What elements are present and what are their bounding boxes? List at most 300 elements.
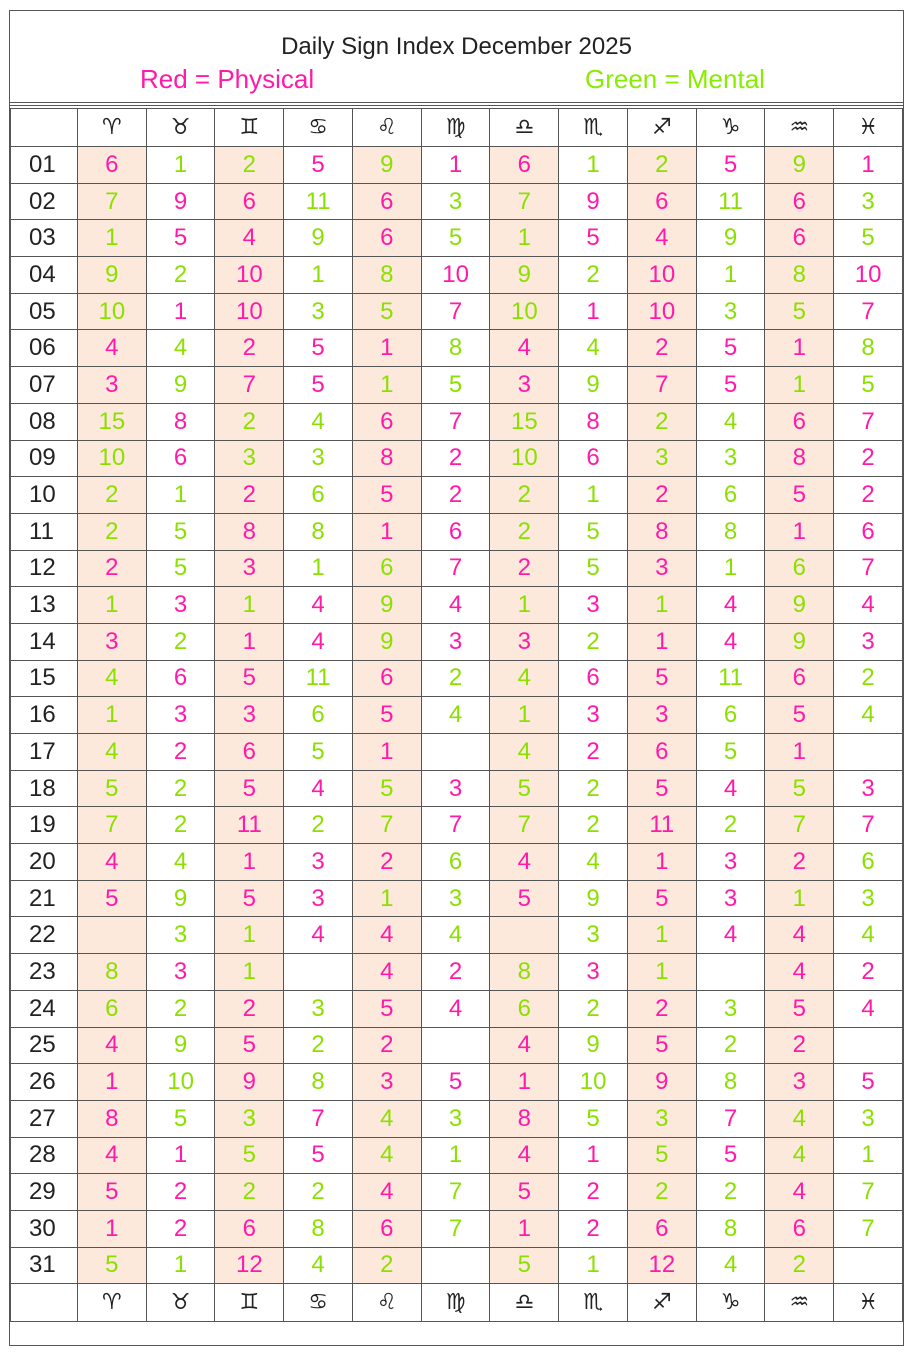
index-cell: 9	[146, 183, 215, 220]
legend-physical: Red = Physical	[140, 64, 315, 94]
index-cell: 8	[490, 954, 559, 991]
day-label: 21	[11, 880, 78, 917]
sign-symbol: ♓	[834, 109, 903, 147]
index-cell: 5	[627, 1027, 696, 1064]
index-cell: 4	[77, 734, 146, 771]
index-cell: 1	[352, 734, 421, 771]
index-cell: 3	[627, 697, 696, 734]
index-cell: 8	[284, 1210, 353, 1247]
index-cell: 3	[559, 917, 628, 954]
index-cell: 4	[627, 220, 696, 257]
index-cell: 1	[559, 293, 628, 330]
index-cell: 6	[490, 990, 559, 1027]
day-label: 13	[11, 587, 78, 624]
index-cell: 2	[627, 1174, 696, 1211]
index-cell: 2	[834, 954, 903, 991]
index-cell: 3	[77, 367, 146, 404]
index-cell: 3	[490, 367, 559, 404]
index-cell: 4	[421, 697, 490, 734]
index-cell: 4	[696, 917, 765, 954]
index-cell: 10	[77, 293, 146, 330]
index-cell: 2	[559, 1174, 628, 1211]
index-cell: 9	[559, 367, 628, 404]
index-cell: 9	[559, 183, 628, 220]
index-cell: 9	[146, 1027, 215, 1064]
index-cell: 1	[77, 697, 146, 734]
index-cell: 4	[284, 403, 353, 440]
index-cell: 7	[834, 807, 903, 844]
index-cell: 9	[490, 257, 559, 294]
index-cell: 1	[765, 880, 834, 917]
table-row	[11, 183, 903, 220]
day-label: 22	[11, 917, 78, 954]
index-cell: 7	[421, 1210, 490, 1247]
index-cell: 9	[352, 587, 421, 624]
index-cell: 2	[559, 1210, 628, 1247]
table-row	[11, 257, 903, 294]
table-row	[11, 807, 903, 844]
sign-symbol: ♏	[559, 1284, 628, 1322]
index-cell: 5	[627, 770, 696, 807]
index-cell: 2	[559, 807, 628, 844]
index-cell: 4	[834, 917, 903, 954]
index-cell: 10	[215, 293, 284, 330]
day-label: 29	[11, 1174, 78, 1211]
index-cell: 1	[627, 623, 696, 660]
index-cell: 2	[215, 403, 284, 440]
sign-footer-row	[11, 1284, 903, 1322]
index-cell: 2	[559, 623, 628, 660]
index-cell: 7	[421, 1174, 490, 1211]
index-cell: 8	[627, 513, 696, 550]
day-label: 09	[11, 440, 78, 477]
table-row	[11, 147, 903, 184]
index-cell: 7	[284, 1100, 353, 1137]
index-cell: 2	[146, 734, 215, 771]
index-cell: 5	[215, 1027, 284, 1064]
index-cell: 2	[352, 1027, 421, 1064]
index-cell: 4	[77, 330, 146, 367]
index-cell: 2	[765, 844, 834, 881]
index-cell: 1	[215, 954, 284, 991]
day-label: 12	[11, 550, 78, 587]
index-cell: 5	[696, 147, 765, 184]
table-row	[11, 1027, 903, 1064]
index-cell: 2	[627, 403, 696, 440]
index-cell: 7	[77, 807, 146, 844]
index-cell	[834, 1247, 903, 1284]
index-cell	[284, 954, 353, 991]
sign-symbol: ♎	[490, 1284, 559, 1322]
index-cell: 4	[834, 990, 903, 1027]
index-cell: 3	[696, 440, 765, 477]
index-cell: 3	[834, 770, 903, 807]
index-cell: 7	[765, 807, 834, 844]
index-cell: 9	[77, 257, 146, 294]
index-cell: 4	[834, 587, 903, 624]
index-cell: 5	[284, 330, 353, 367]
index-cell: 2	[627, 147, 696, 184]
index-cell: 9	[215, 1064, 284, 1101]
index-cell: 4	[696, 403, 765, 440]
index-cell: 3	[421, 623, 490, 660]
index-cell: 5	[834, 1064, 903, 1101]
day-label: 23	[11, 954, 78, 991]
index-cell: 8	[77, 954, 146, 991]
index-cell: 5	[765, 697, 834, 734]
table-row	[11, 917, 903, 954]
sign-symbol: ♑	[696, 109, 765, 147]
index-cell: 9	[352, 147, 421, 184]
index-cell: 4	[696, 623, 765, 660]
index-cell: 2	[421, 477, 490, 514]
index-cell: 8	[77, 1100, 146, 1137]
index-cell: 5	[490, 1247, 559, 1284]
index-cell	[77, 917, 146, 954]
index-cell: 15	[77, 403, 146, 440]
index-cell: 4	[765, 917, 834, 954]
table-row	[11, 770, 903, 807]
table-row	[11, 440, 903, 477]
index-cell: 3	[627, 550, 696, 587]
index-cell: 1	[627, 844, 696, 881]
index-cell: 9	[146, 367, 215, 404]
sign-symbol: ♏	[559, 109, 628, 147]
index-cell: 3	[696, 880, 765, 917]
index-cell	[421, 1027, 490, 1064]
index-cell: 7	[352, 807, 421, 844]
index-cell: 8	[284, 1064, 353, 1101]
index-cell: 6	[352, 550, 421, 587]
index-cell: 1	[77, 587, 146, 624]
index-cell: 2	[146, 990, 215, 1027]
index-cell: 1	[490, 697, 559, 734]
corner-cell	[11, 109, 78, 147]
index-cell: 4	[284, 587, 353, 624]
index-cell: 5	[559, 513, 628, 550]
index-cell: 4	[765, 1174, 834, 1211]
index-cell: 6	[146, 660, 215, 697]
page-title: Daily Sign Index December 2025	[281, 33, 632, 60]
index-cell: 8	[490, 1100, 559, 1137]
index-cell: 2	[77, 477, 146, 514]
index-cell: 8	[352, 440, 421, 477]
index-cell: 2	[77, 550, 146, 587]
day-label: 14	[11, 623, 78, 660]
index-cell: 1	[696, 257, 765, 294]
day-label: 31	[11, 1247, 78, 1284]
index-cell: 5	[352, 697, 421, 734]
index-cell: 7	[834, 293, 903, 330]
index-cell: 4	[421, 917, 490, 954]
index-cell: 6	[352, 183, 421, 220]
table-row	[11, 844, 903, 881]
table-row	[11, 587, 903, 624]
index-cell: 4	[284, 917, 353, 954]
index-cell: 4	[77, 844, 146, 881]
index-cell: 2	[146, 1210, 215, 1247]
index-cell: 1	[77, 1064, 146, 1101]
index-cell: 5	[559, 1100, 628, 1137]
index-cell: 3	[284, 844, 353, 881]
index-cell: 9	[696, 220, 765, 257]
day-label: 06	[11, 330, 78, 367]
index-cell: 1	[490, 1210, 559, 1247]
index-cell: 6	[352, 1210, 421, 1247]
day-label: 03	[11, 220, 78, 257]
table-row	[11, 1210, 903, 1247]
index-cell: 5	[421, 367, 490, 404]
index-cell: 4	[696, 587, 765, 624]
index-cell: 7	[421, 293, 490, 330]
index-cell: 9	[627, 1064, 696, 1101]
index-cell: 9	[765, 623, 834, 660]
index-cell: 5	[421, 1064, 490, 1101]
index-cell: 1	[215, 917, 284, 954]
index-cell: 8	[146, 403, 215, 440]
index-cell: 3	[834, 183, 903, 220]
index-cell: 3	[490, 623, 559, 660]
table-row	[11, 880, 903, 917]
table-row	[11, 330, 903, 367]
index-cell: 6	[834, 513, 903, 550]
index-cell: 2	[490, 477, 559, 514]
index-cell: 3	[421, 880, 490, 917]
index-cell: 4	[352, 917, 421, 954]
table-row	[11, 697, 903, 734]
sign-symbol: ♊	[215, 1284, 284, 1322]
index-cell: 3	[559, 587, 628, 624]
index-cell: 8	[834, 330, 903, 367]
index-cell: 2	[215, 990, 284, 1027]
day-label: 07	[11, 367, 78, 404]
index-cell: 7	[834, 403, 903, 440]
index-cell: 2	[284, 1027, 353, 1064]
index-cell: 4	[559, 844, 628, 881]
index-cell: 3	[834, 1100, 903, 1137]
index-cell: 5	[627, 660, 696, 697]
sign-symbol: ♍	[421, 109, 490, 147]
day-label: 05	[11, 293, 78, 330]
index-cell: 10	[215, 257, 284, 294]
index-cell: 3	[559, 954, 628, 991]
sign-symbol: ♍	[421, 1284, 490, 1322]
index-cell: 1	[834, 147, 903, 184]
index-cell: 6	[215, 1210, 284, 1247]
day-label: 01	[11, 147, 78, 184]
index-cell: 3	[834, 623, 903, 660]
index-cell: 3	[765, 1064, 834, 1101]
index-cell: 5	[77, 880, 146, 917]
index-cell: 6	[696, 477, 765, 514]
day-label: 24	[11, 990, 78, 1027]
index-cell: 7	[834, 1174, 903, 1211]
index-cell: 4	[352, 1100, 421, 1137]
index-cell: 5	[146, 550, 215, 587]
index-cell: 5	[627, 880, 696, 917]
index-cell: 6	[559, 440, 628, 477]
index-cell: 2	[559, 734, 628, 771]
index-cell: 3	[627, 440, 696, 477]
index-cell: 4	[215, 220, 284, 257]
sign-symbol: ♒	[765, 1284, 834, 1322]
index-cell: 9	[765, 587, 834, 624]
index-cell: 3	[696, 844, 765, 881]
index-cell: 11	[284, 183, 353, 220]
index-cell: 4	[77, 660, 146, 697]
index-cell: 6	[352, 220, 421, 257]
index-cell: 7	[215, 367, 284, 404]
index-cell: 15	[490, 403, 559, 440]
index-cell: 5	[77, 1247, 146, 1284]
index-cell: 3	[421, 770, 490, 807]
index-cell: 2	[559, 257, 628, 294]
index-cell: 3	[421, 1100, 490, 1137]
index-cell: 5	[490, 1174, 559, 1211]
index-cell: 3	[77, 623, 146, 660]
index-cell: 2	[146, 1174, 215, 1211]
index-cell: 5	[559, 220, 628, 257]
day-label: 27	[11, 1100, 78, 1137]
index-cell: 7	[627, 367, 696, 404]
index-cell: 2	[284, 1174, 353, 1211]
index-cell: 1	[559, 477, 628, 514]
index-cell: 2	[834, 440, 903, 477]
index-cell: 6	[284, 697, 353, 734]
index-cell: 11	[696, 660, 765, 697]
index-cell: 1	[215, 844, 284, 881]
index-cell: 5	[352, 990, 421, 1027]
index-cell: 1	[834, 1137, 903, 1174]
sign-symbol: ♓	[834, 1284, 903, 1322]
index-cell: 1	[421, 1137, 490, 1174]
index-cell: 4	[146, 330, 215, 367]
index-cell: 2	[421, 440, 490, 477]
index-cell: 10	[421, 257, 490, 294]
index-cell: 1	[696, 550, 765, 587]
index-cell: 5	[146, 220, 215, 257]
index-cell: 8	[696, 513, 765, 550]
sign-symbol: ♉	[146, 109, 215, 147]
index-cell: 4	[490, 734, 559, 771]
index-cell: 11	[215, 807, 284, 844]
index-cell: 6	[421, 513, 490, 550]
index-cell: 4	[421, 990, 490, 1027]
table-row	[11, 660, 903, 697]
index-cell: 2	[77, 513, 146, 550]
index-cell: 6	[765, 550, 834, 587]
index-cell: 6	[696, 697, 765, 734]
index-cell: 10	[559, 1064, 628, 1101]
index-cell: 4	[352, 954, 421, 991]
index-cell: 6	[490, 147, 559, 184]
index-cell: 4	[352, 1174, 421, 1211]
index-cell: 5	[77, 770, 146, 807]
index-cell	[421, 1247, 490, 1284]
table-row	[11, 403, 903, 440]
index-cell: 1	[146, 477, 215, 514]
index-cell: 2	[146, 770, 215, 807]
index-cell: 7	[421, 550, 490, 587]
day-label: 16	[11, 697, 78, 734]
index-cell: 1	[490, 587, 559, 624]
day-label: 04	[11, 257, 78, 294]
index-cell: 1	[765, 734, 834, 771]
index-cell: 2	[696, 1027, 765, 1064]
index-cell: 3	[559, 697, 628, 734]
sign-symbol: ♌	[352, 109, 421, 147]
sign-symbol: ♒	[765, 109, 834, 147]
index-cell: 4	[284, 1247, 353, 1284]
index-cell: 4	[765, 1100, 834, 1137]
index-cell: 1	[77, 220, 146, 257]
day-label: 20	[11, 844, 78, 881]
index-cell: 5	[77, 1174, 146, 1211]
table-row	[11, 220, 903, 257]
index-cell: 1	[559, 147, 628, 184]
index-cell: 10	[490, 440, 559, 477]
index-cell: 2	[421, 660, 490, 697]
index-cell: 7	[834, 1210, 903, 1247]
index-cell: 5	[284, 367, 353, 404]
index-cell: 3	[146, 954, 215, 991]
table-row	[11, 623, 903, 660]
sign-header-row	[11, 109, 903, 147]
day-label: 10	[11, 477, 78, 514]
sign-symbol: ♎	[490, 109, 559, 147]
index-cell: 10	[146, 1064, 215, 1101]
index-cell: 1	[352, 880, 421, 917]
index-cell: 8	[696, 1210, 765, 1247]
sign-symbol: ♉	[146, 1284, 215, 1322]
index-cell: 6	[765, 183, 834, 220]
index-cell: 6	[765, 660, 834, 697]
index-cell: 10	[834, 257, 903, 294]
index-cell: 4	[421, 587, 490, 624]
index-cell: 2	[215, 1174, 284, 1211]
index-cell: 2	[696, 807, 765, 844]
index-cell: 2	[421, 954, 490, 991]
day-label: 28	[11, 1137, 78, 1174]
index-cell: 12	[627, 1247, 696, 1284]
index-cell: 5	[352, 770, 421, 807]
index-cell: 1	[146, 147, 215, 184]
corner-cell	[11, 1284, 78, 1322]
index-cell: 6	[559, 660, 628, 697]
index-cell: 6	[77, 990, 146, 1027]
index-cell: 10	[77, 440, 146, 477]
day-label: 19	[11, 807, 78, 844]
sign-index-table	[10, 108, 903, 1322]
index-cell: 5	[834, 220, 903, 257]
index-cell: 2	[284, 807, 353, 844]
index-cell: 4	[490, 660, 559, 697]
index-cell: 5	[696, 367, 765, 404]
index-cell	[696, 954, 765, 991]
table-row	[11, 1247, 903, 1284]
index-cell: 6	[765, 220, 834, 257]
index-cell: 5	[696, 1137, 765, 1174]
table-row	[11, 1174, 903, 1211]
index-cell: 7	[834, 550, 903, 587]
index-cell: 2	[627, 477, 696, 514]
index-cell: 1	[559, 1137, 628, 1174]
table-row	[11, 1137, 903, 1174]
index-cell: 7	[490, 807, 559, 844]
index-cell: 4	[490, 330, 559, 367]
index-cell: 2	[559, 990, 628, 1027]
index-cell: 1	[627, 954, 696, 991]
